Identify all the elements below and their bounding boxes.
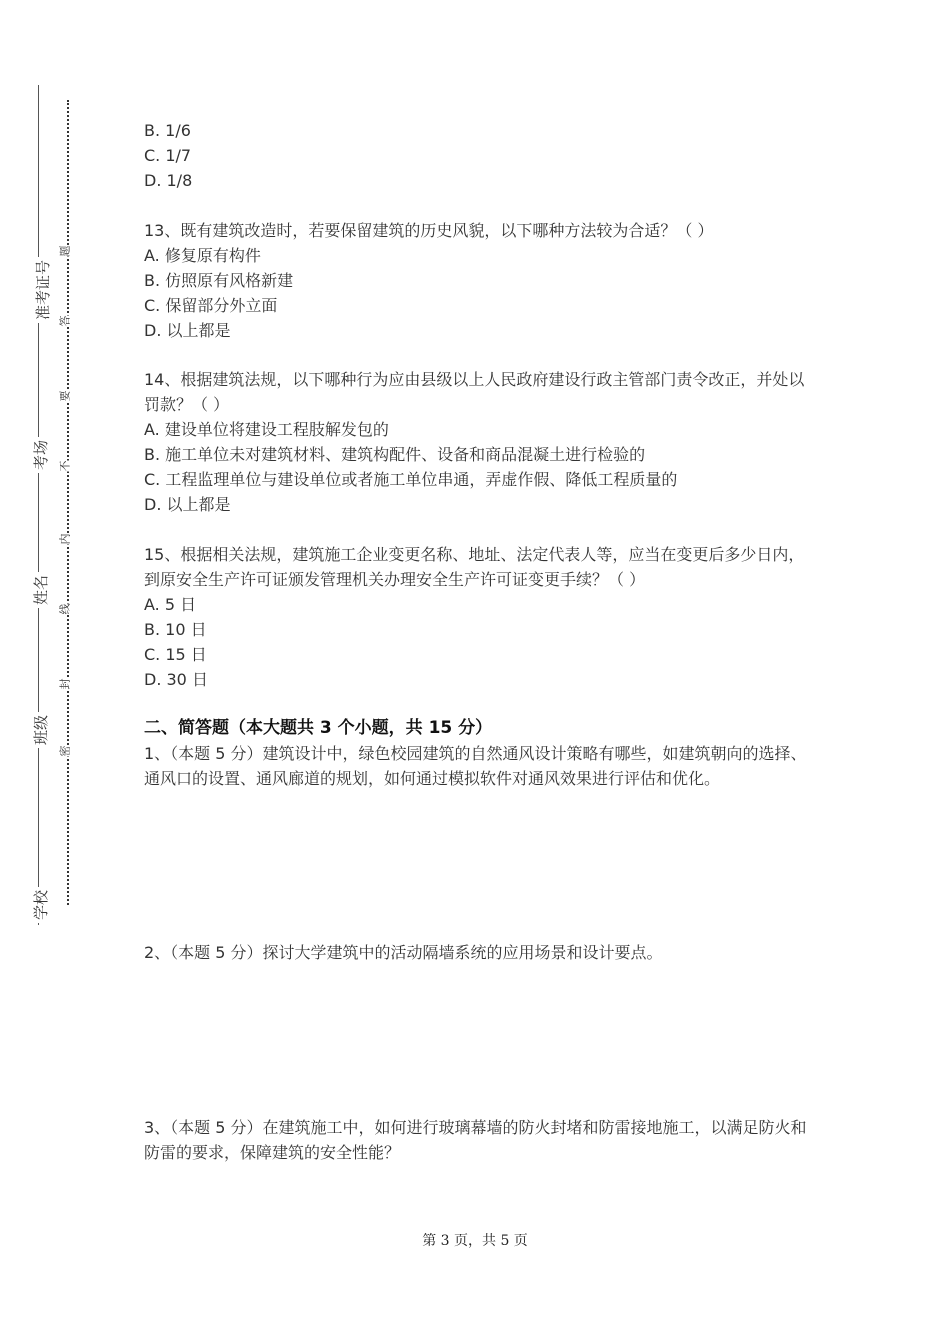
seal-char: 答 bbox=[58, 315, 72, 327]
short-answer-question-3: 3、（本题 5 分）在建筑施工中，如何进行玻璃幕墙的防火封堵和防雷接地施工，以满足防火和防雷的要求，保障建筑的安全性能？ bbox=[144, 1118, 807, 1163]
section-heading: 二、简答题（本大题共 3 个小题，共 15 分） bbox=[144, 718, 493, 739]
question-13 bbox=[144, 218, 814, 343]
answer-space bbox=[144, 965, 814, 1115]
field-exam-room-label: 考场 bbox=[33, 437, 49, 473]
option: A. 5 日 bbox=[144, 594, 197, 614]
option: D. 30 日 bbox=[144, 669, 208, 689]
seal-char: 内 bbox=[58, 533, 72, 545]
option: D. 以上都是 bbox=[144, 320, 231, 340]
binding-line bbox=[38, 85, 39, 925]
seal-char: 密 bbox=[58, 745, 72, 757]
seal-dotted-line bbox=[67, 100, 69, 905]
option: C. 15 日 bbox=[144, 644, 207, 664]
question-14 bbox=[144, 367, 814, 517]
option: B. 1/6 bbox=[144, 121, 191, 140]
option: A. 建设单位将建设工程肢解发包的 bbox=[144, 420, 389, 440]
seal-char: 封 bbox=[58, 678, 72, 690]
option: D. 以上都是 bbox=[144, 495, 231, 515]
field-school-label: 学校 bbox=[33, 887, 49, 923]
option: D. 1/8 bbox=[144, 171, 193, 190]
option: C. 保留部分外立面 bbox=[144, 295, 278, 315]
seal-char: 题 bbox=[58, 245, 72, 257]
option: C. 1/7 bbox=[144, 146, 192, 165]
seal-char: 不 bbox=[58, 460, 72, 472]
seal-char: 线 bbox=[58, 603, 72, 615]
exam-content bbox=[144, 118, 814, 1165]
option: B. 施工单位未对建筑材料、建筑构配件、设备和商品混凝土进行检验的 bbox=[144, 445, 646, 465]
field-name-label: 姓名 bbox=[33, 572, 49, 608]
option: A. 修复原有构件 bbox=[144, 245, 261, 265]
option: C. 工程监理单位与建设单位或者施工单位串通，弄虚作假、降低工程质量的 bbox=[144, 470, 678, 490]
question-text: 14、根据建筑法规，以下哪种行为应由县级以上人民政府建设行政主管部门责令改正，并处以罚款？（ ） bbox=[144, 370, 805, 415]
option: B. 10 日 bbox=[144, 619, 207, 639]
question-text: 15、根据相关法规，建筑施工企业变更名称、地址、法定代表人等，应当在变更后多少日内，到原安全生产许可证颁发管理机关办理安全生产许可证变更手续？（ ） bbox=[144, 544, 805, 589]
question-15 bbox=[144, 542, 814, 692]
field-class-label: 班级 bbox=[33, 712, 49, 748]
question-text: 13、既有建筑改造时，若要保留建筑的历史风貌，以下哪种方法较为合适？（ ） bbox=[144, 220, 714, 240]
answer-space bbox=[144, 791, 814, 940]
short-answer-question-1: 1、（本题 5 分）建筑设计中，绿色校园建筑的自然通风设计策略有哪些，如建筑朝向的选择、通风口的设置、通风廊道的规划，如何通过模拟软件对通风效果进行评估和优化。 bbox=[144, 744, 807, 789]
option: B. 仿照原有风格新建 bbox=[144, 270, 294, 290]
field-exam-id-label: 准考证号 bbox=[35, 257, 51, 323]
question-12-options bbox=[144, 118, 814, 193]
page-footer: 第 3 页，共 5 页 bbox=[422, 1233, 528, 1249]
short-answer-question-2: 2、（本题 5 分）探讨大学建筑中的活动隔墙系统的应用场景和设计要点。 bbox=[144, 943, 663, 963]
seal-char: 要 bbox=[58, 390, 72, 402]
